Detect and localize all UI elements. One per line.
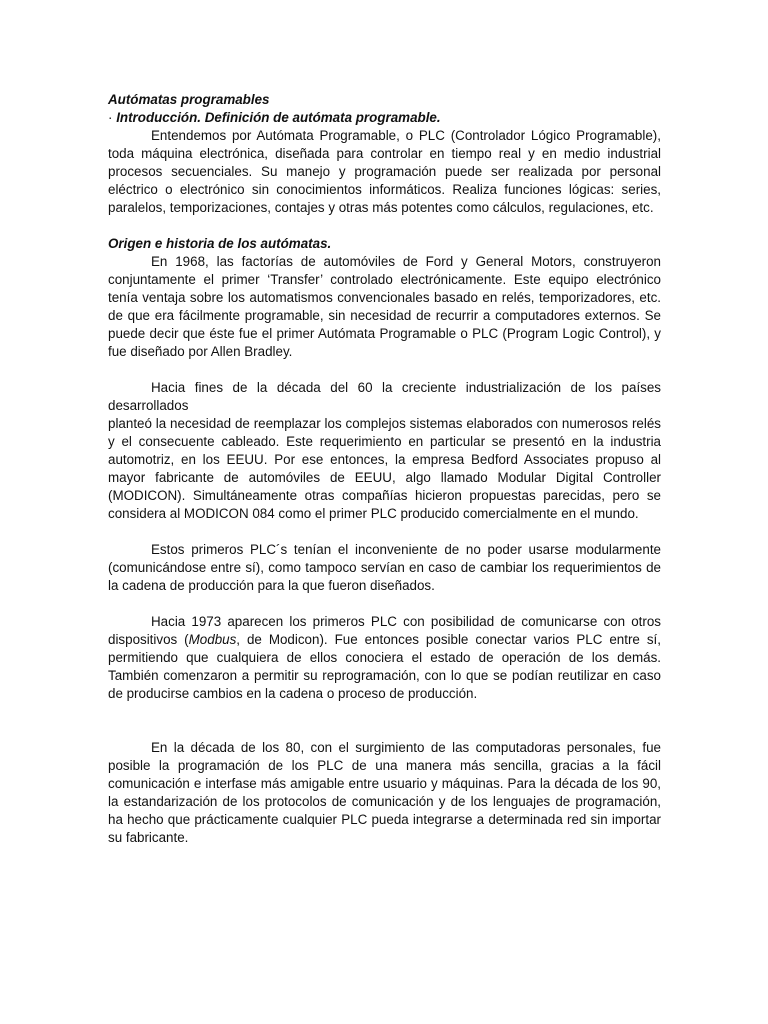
document-page [108, 91, 661, 847]
history-paragraph-1: En 1968, las factorías de automóviles de Ford y General Motors, construyeron conjuntamente el primer ‘Transfer’ controlado electrónicamente. Este equipo electrónico tenía ventaja sobre los automatismos convencionales basado en relés, temporizadores, etc. de que era fácilmente programable, sin necesidad de recurrir a computadores externos. Se puede decir que éste fue el primer Autómata Programable o PLC (Program Logic Control), y fue diseñado por Allen Bradley. [108, 254, 661, 359]
history-paragraph-2-continued: planteó la necesidad de reemplazar los complejos sistemas elaborados con numerosos relés y el consecuente cableado. Este requerimiento en particular se presentó en la industria automotriz, en los EEUU. Por ese entonces, la empresa Bedford Associates propuso al mayor fabricante de automóviles de EEUU, algo llamado Modular Digital Controller (MODICON). Simultáneamente otras compañías hicieron propuestas parecidas, pero se considera al MODICON 084 como el primer PLC producido comercialmente en el mundo. [108, 416, 661, 521]
paragraph-4-text-before: Hacia 1973 aparecen los primeros PLC con posibilidad de comunicarse con otros dispositivos ( [108, 614, 661, 647]
spacer [108, 217, 661, 235]
document-title: Autómatas programables [108, 92, 270, 107]
history-heading: Origen e historia de los autómatas. [108, 236, 332, 251]
spacer [108, 595, 661, 613]
spacer [108, 523, 661, 541]
intro-heading-text: Introducción. Definición de autómata programable. [112, 110, 441, 125]
spacer [108, 703, 661, 739]
history-paragraph-4 [108, 613, 661, 703]
intro-heading [108, 109, 661, 127]
paragraph-4-text-after: , de Modicon). Fue entonces posible conectar varios PLC entre sí, permitiendo que cualquiera de ellos conociera el estado de operación de los demás. También comenzaron a permitir su reprogramación, con lo que se podían reutilizar en caso de producirse cambios en la cadena o proceso de producción. [108, 632, 661, 701]
intro-paragraph: Entendemos por Autómata Programable, o PLC (Controlador Lógico Programable), toda máquina electrónica, diseñada para controlar en tiempo real y en medio industrial procesos secuenciales. Su manejo y programación puede ser realizada por personal eléctrico o electrónico sin conocimientos informáticos. Realiza funciones lógicas: series, paralelos, temporizaciones, contajes y otras más potentes como cálculos, regulaciones, etc. [108, 128, 661, 215]
history-paragraph-2-start: Hacia fines de la década del 60 la creciente industrialización de los países desarrollados [108, 380, 661, 413]
bullet-glyph: · [108, 110, 113, 125]
history-paragraph-3: Estos primeros PLC´s tenían el inconveniente de no poder usarse modularmente (comunicándose entre sí), como tampoco servían en caso de cambiar los requerimientos de la cadena de producción para la que fueron diseñados. [108, 542, 661, 593]
modbus-term: Modbus [188, 632, 237, 647]
history-paragraph-5: En la década de los 80, con el surgimiento de las computadoras personales, fue posible la programación de los PLC de una manera más sencilla, gracias a la fácil comunicación e interfase más amigable entre usuario y máquinas. Para la década de los 90, la estandarización de los protocolos de comunicación y de los lenguajes de programación, ha hecho que prácticamente cualquier PLC pueda integrarse a determinada red sin importar su fabricante. [108, 740, 661, 845]
spacer [108, 361, 661, 379]
